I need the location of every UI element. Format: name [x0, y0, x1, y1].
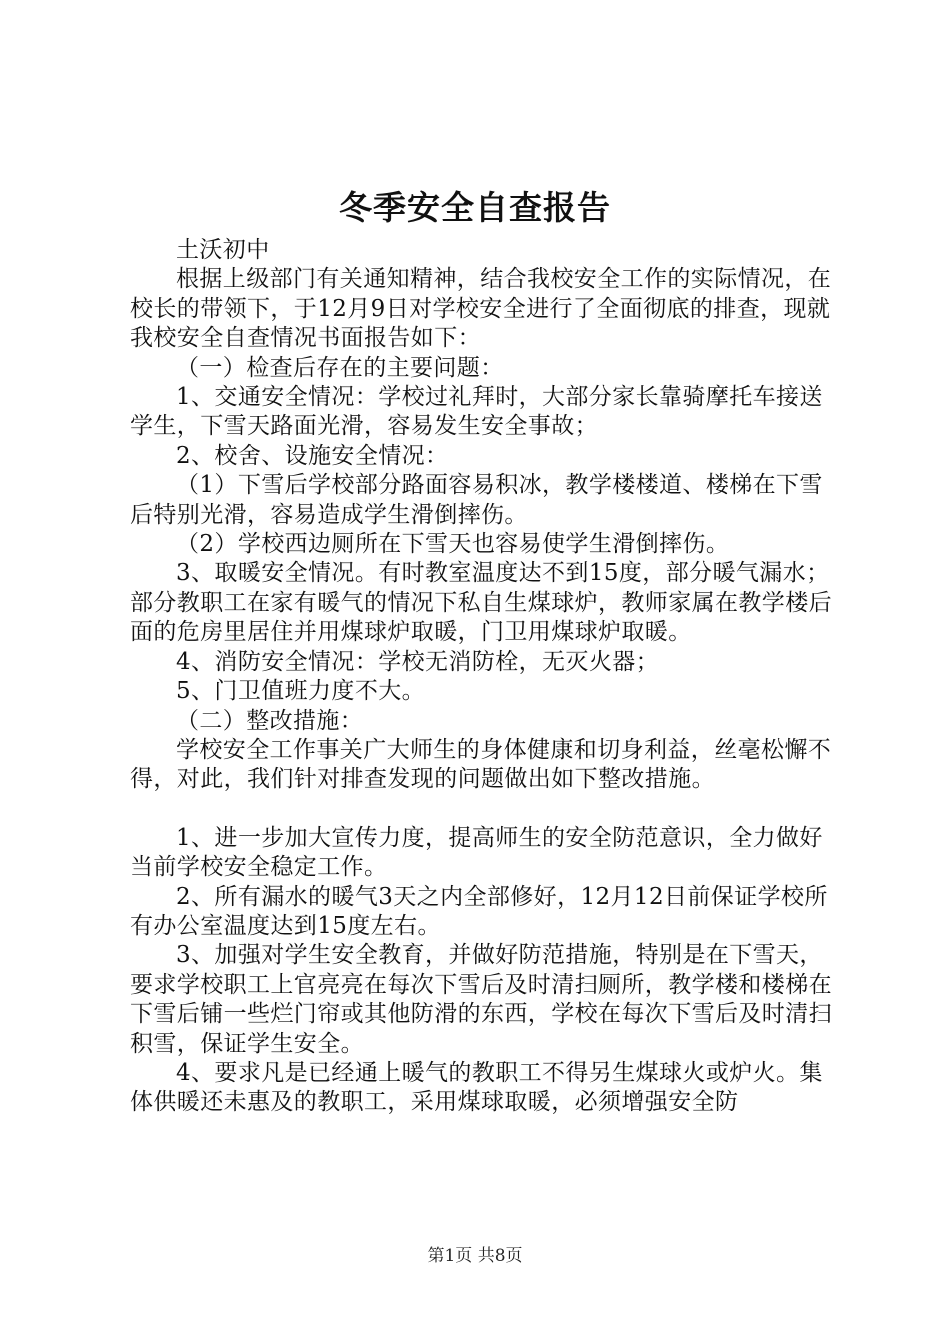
paragraph-traffic-safety: 1、交通安全情况：学校过礼拜时，大部分家长靠骑摩托车接送学生，下雪天路面光滑，容易发生安全事故；: [130, 384, 823, 440]
paragraph-guard-duty: 5、门卫值班力度不大。: [176, 678, 426, 705]
paragraph-facility-safety: 2、校舍、设施安全情况：: [176, 442, 449, 469]
paragraph-measure-4: 4、要求凡是已经通上暖气的教职工不得另生煤球火或炉火。集体供暖还未惠及的教职工，采用煤球取暖，必须增强安全防: [130, 1059, 823, 1116]
document-title: 冬季安全自查报告: [339, 188, 611, 227]
paragraph-measures-intro: 学校安全工作事关广大师生的身体健康和切身利益，丝毫松懈不得，对此，我们针对排查发现的问题做出如下整改措施。: [130, 736, 832, 793]
paragraph-measure-2: 2、所有漏水的暖气3天之内全部修好，12月12日前保证学校所有办公室温度达到15度左右。: [130, 883, 828, 939]
section-heading-measures: （二）整改措施：: [176, 707, 364, 734]
paragraph-measure-1: 1、进一步加大宣传力度，提高师生的安全防范意识，全力做好当前学校安全稳定工作。: [130, 824, 823, 881]
document-body: [130, 236, 842, 1118]
paragraph-fire-safety: 4、消防安全情况：学校无消防栓，无灭火器；: [176, 648, 660, 675]
paragraph-measure-3: 3、加强对学生安全教育，并做好防范措施，特别是在下雪天，要求学校职工上官亮亮在每次下雪后及时清扫厕所，教学楼和楼梯在下雪后铺一些烂门帘或其他防滑的东西，学校在每次下雪后及时清扫积雪，保证学生安全。: [130, 942, 832, 1057]
paragraph-facility-item-2: （2）学校西边厕所在下雪天也容易使学生滑倒摔伤。: [176, 531, 730, 558]
school-name: 土沃初中: [176, 237, 270, 263]
paragraph-facility-item-1: （1）下雪后学校部分路面容易积冰，教学楼楼道、楼梯在下雪后特别光滑，容易造成学生滑倒摔伤。: [130, 472, 823, 528]
paragraph-intro: 根据上级部门有关通知精神，结合我校安全工作的实际情况，在校长的带领下，于12月9日对学校安全进行了全面彻底的排查，现就我校安全自查情况书面报告如下：: [130, 266, 832, 352]
section-heading-problems: （一）检查后存在的主要问题：: [176, 354, 504, 381]
paragraph-heating-safety: 3、取暖安全情况。有时教室温度达不到15度，部分暖气漏水；部分教职工在家有暖气的情况下私自生煤球炉，教师家属在教学楼后面的危房里居住并用煤球炉取暖，门卫用煤球炉取暖。: [130, 560, 832, 646]
page-footer: 第1页 共8页: [427, 1246, 523, 1266]
